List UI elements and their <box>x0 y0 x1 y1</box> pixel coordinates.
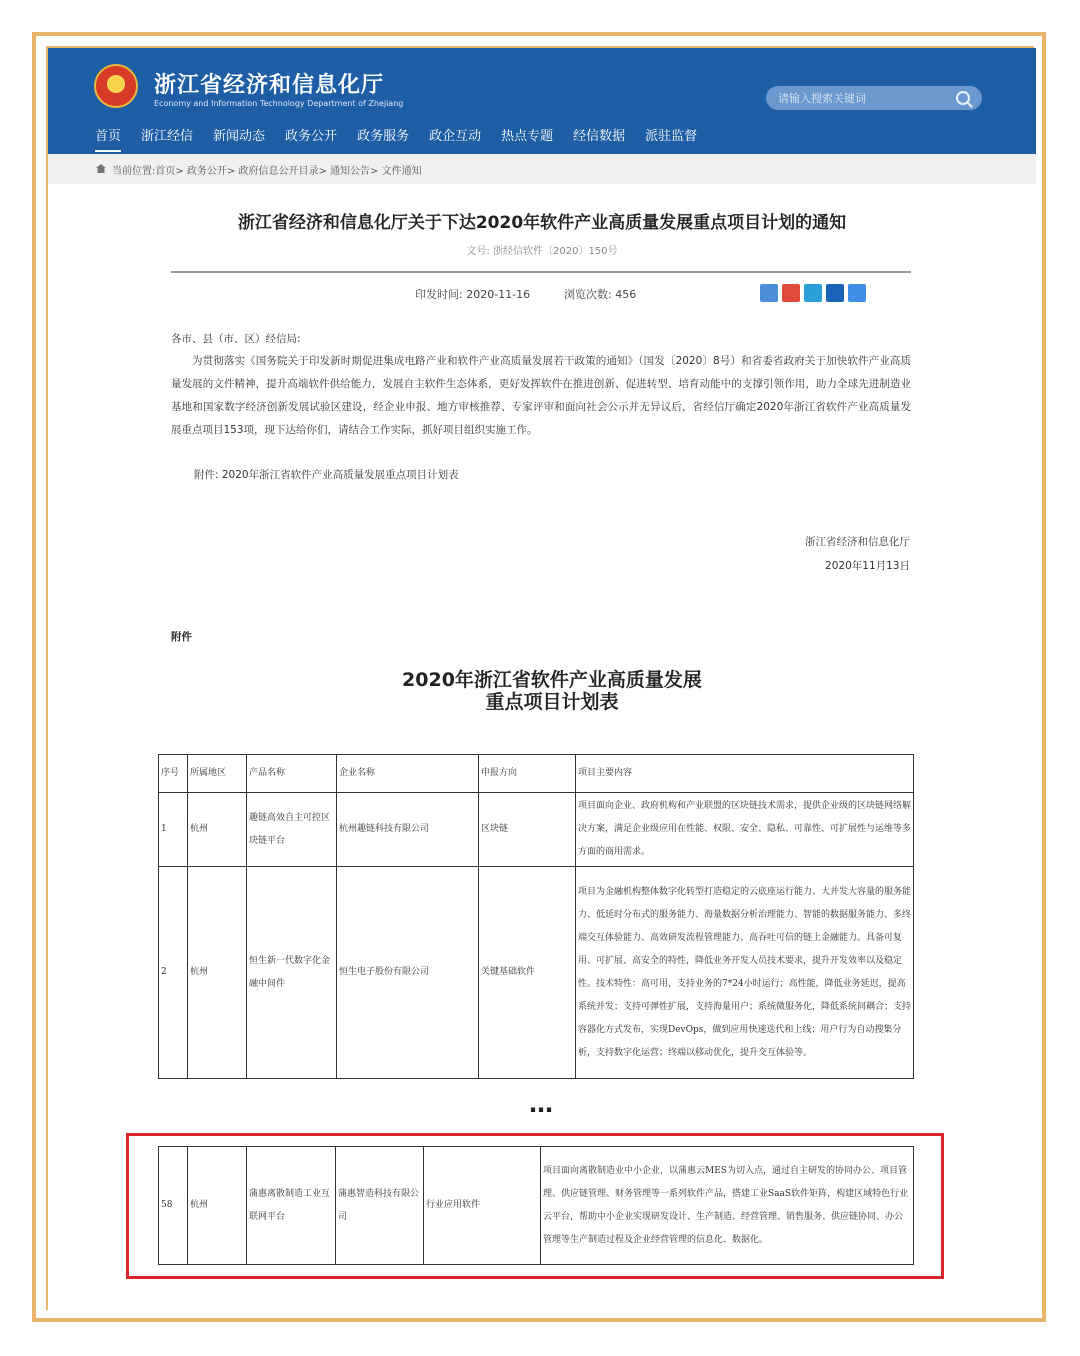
project-table <box>158 754 914 1079</box>
nav-item-topics[interactable]: 热点专题 <box>501 129 554 144</box>
table-row <box>159 867 914 1079</box>
sign-date: 2020年11月13日 <box>825 560 910 572</box>
nav-item-interaction[interactable]: 政企互动 <box>429 129 482 144</box>
cell-company: 蒲惠智造科技有限公司 <box>336 1147 424 1265</box>
header-cell: 申报方向 <box>479 755 576 793</box>
annex-title-line1: 2020年浙江省软件产业高质量发展 <box>402 669 702 691</box>
cell-product: 趣链高效自主可控区块链平台 <box>247 793 337 867</box>
cell-direction: 区块链 <box>479 793 576 867</box>
article-body: 为贯彻落实《国务院关于印发新时期促进集成电路产业和软件产业高质量发展若干政策的通知》（国发〔2020〕8号）和省委省政府关于加快软件产业高质量发展的文件精神，提升高端软件供给能力，发展自主软件生态体系，更好发挥软件在推进创新、促进转型、培育动能中的支撑引领作用，助力全球先进制造业基地和国家数字经济创新发展试验区建设，经企业申报、地方审核推荐、专家评审和面向社会公示并无异议后，省经信厅确定2020年浙江省软件产业高质量发展重点项目153项，现下达给你们，请结合工作实际，抓好项目组织实施工作。 <box>171 355 911 436</box>
table-header-row <box>159 755 914 793</box>
national-emblem-icon <box>94 64 138 108</box>
red-highlight-box <box>126 1133 944 1279</box>
renren-icon[interactable] <box>826 284 844 302</box>
nav-item-gov-affairs-open[interactable]: 政务公开 <box>285 129 338 144</box>
tencent-weibo-icon[interactable] <box>804 284 822 302</box>
search-icon[interactable] <box>956 91 970 105</box>
table-row <box>159 793 914 867</box>
share-bar <box>760 284 866 302</box>
search-box <box>766 86 982 110</box>
table-ellipsis: … <box>529 1090 555 1118</box>
document-number: 文号: 浙经信软件〔2020〕150号 <box>466 246 618 257</box>
header-cell: 产品名称 <box>247 755 337 793</box>
cell-region: 杭州 <box>188 793 247 867</box>
cell-content: 项目为金融机构整体数字化转型打造稳定的云底座运行能力、大并发大容量的服务能力、低延时分布式的服务能力、海量数据分析治理能力、智能的数据服务能力、多终端交互体验能力、高效研发流程管理能力、高吞吐可信的链上金融能力。具备可复用、可扩展、高安全的特性，降低业务开发人员技术要求，提升开发效率以及稳定性。技术特性：高可用，支持业务的7*24小时运行；高性能，降低业务延迟，提高系统并发；支持可弹性扩展，支持海量用户；系统微服务化，降低系统间耦合；支持容器化方式发布，实现DevOps，做到应用快速迭代和上线；用户行为自动搜集分析，支持数字化运营；终端以移动优化，提升交互体验等。 <box>576 867 914 1079</box>
cell-product: 恒生新一代数字化金融中间件 <box>247 867 337 1079</box>
site-header <box>48 48 1036 154</box>
header-cell: 所属地区 <box>188 755 247 793</box>
cell-no: 2 <box>159 867 188 1079</box>
article-greeting: 各市、县（市、区）经信局: <box>171 333 301 345</box>
nav-item-home[interactable]: 首页 <box>95 128 121 152</box>
issue-date: 印发时间: 2020-11-16 <box>415 288 531 301</box>
nav-item-supervision[interactable]: 派驻监督 <box>645 129 698 144</box>
cell-no: 1 <box>159 793 188 867</box>
cell-no: 58 <box>159 1147 188 1265</box>
more-share-icon[interactable] <box>848 284 866 302</box>
annex-title-line2: 重点项目计划表 <box>485 691 619 713</box>
site-subtitle: Economy and Information Technology Department of Zhejiang <box>154 99 404 108</box>
cell-content: 项目面向企业、政府机构和产业联盟的区块链技术需求，提供企业级的区块链网络解决方案，满足企业级应用在性能、权限、安全、隐私、可靠性、可扩展性与运维等多方面的商用需求。 <box>576 793 914 867</box>
cell-company: 恒生电子股份有限公司 <box>337 867 479 1079</box>
header-cell: 企业名称 <box>337 755 479 793</box>
cell-content: 项目面向离散制造业中小企业，以蒲惠云MES为切入点，通过自主研发的协同办公、项目管理、供应链管理、财务管理等一系列软件产品，搭建工业SaaS软件矩阵，构建区域特色行业云平台，帮助中小企业实现研发设计、生产制造、经营管理、销售服务、供应链协同、办公管理等生产制造过程及企业经营管理的信息化、数据化。 <box>541 1147 914 1265</box>
annex-title <box>48 669 1036 713</box>
view-count: 浏览次数: 456 <box>564 288 637 301</box>
main-nav <box>95 128 697 152</box>
annex-label: 附件 <box>171 631 192 643</box>
header-cell: 序号 <box>159 755 188 793</box>
qzone-icon[interactable] <box>760 284 778 302</box>
cell-region: 杭州 <box>188 867 247 1079</box>
nav-item-gov-services[interactable]: 政务服务 <box>357 129 410 144</box>
signer: 浙江省经济和信息化厅 <box>805 536 910 548</box>
weibo-icon[interactable] <box>782 284 800 302</box>
search-input[interactable] <box>778 86 948 110</box>
nav-item-zhejiang-jingxin[interactable]: 浙江经信 <box>141 129 194 144</box>
cell-company: 杭州趣链科技有限公司 <box>337 793 479 867</box>
home-icon[interactable] <box>96 164 106 173</box>
cell-direction: 行业应用软件 <box>424 1147 541 1265</box>
nav-item-data[interactable]: 经信数据 <box>573 129 626 144</box>
header-cell: 项目主要内容 <box>576 755 914 793</box>
cell-direction: 关键基础软件 <box>479 867 576 1079</box>
title-divider <box>171 271 911 273</box>
web-page <box>48 48 1036 1310</box>
attachment-link[interactable]: 附件: 2020年浙江省软件产业高质量发展重点项目计划表 <box>194 469 459 481</box>
cell-product: 蒲惠离散制造工业互联网平台 <box>247 1147 336 1265</box>
breadcrumb-text[interactable]: 当前位置:首页> 政务公开> 政府信息公开目录> 通知公告> 文件通知 <box>112 166 422 177</box>
article-title: 浙江省经济和信息化厅关于下达2020年软件产业高质量发展重点项目计划的通知 <box>237 213 847 233</box>
cell-region: 杭州 <box>188 1147 247 1265</box>
breadcrumb <box>48 154 1036 184</box>
site-title[interactable]: 浙江省经济和信息化厅 <box>154 73 385 98</box>
nav-item-news[interactable]: 新闻动态 <box>213 129 266 144</box>
